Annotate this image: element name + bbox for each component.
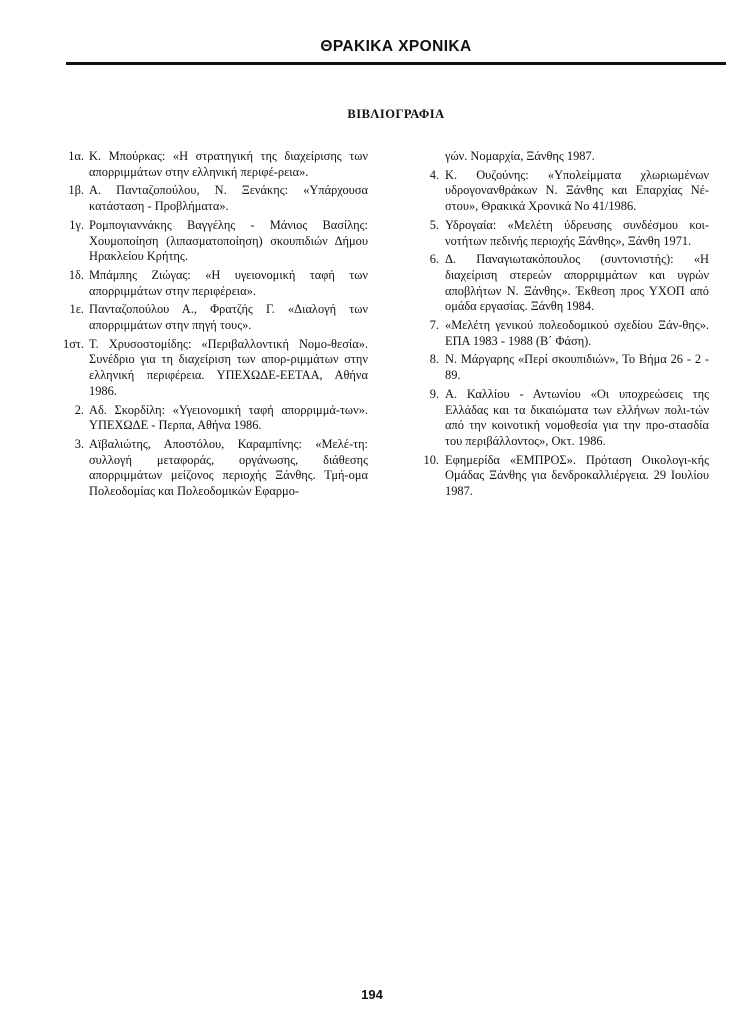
bibliography-left-column <box>52 149 368 503</box>
bibliography-entry <box>52 337 368 400</box>
bibliography-entry <box>52 268 368 299</box>
entry-number: 10. <box>423 452 439 467</box>
entry-number: 1β. <box>68 183 84 198</box>
bibliography-entry <box>405 168 709 215</box>
entry-number: 1γ. <box>69 217 84 232</box>
bibliography-entry <box>405 453 709 500</box>
bibliography-entry <box>405 318 709 349</box>
bibliography-entry <box>52 437 368 500</box>
bibliography-entry <box>405 387 709 450</box>
bibliography-entry <box>52 302 368 333</box>
entry-number: 1α. <box>68 149 84 163</box>
bibliography-right-column <box>405 149 709 503</box>
journal-title: ΘΡΑΚΙΚΑ ΧΡΟΝΙΚΑ <box>320 38 472 55</box>
entry-text: Α. Καλλίου - Αντωνίου «Οι υποχρεώσεις της Ελλάδας και τα δικαιώματα των ελλήνων πολι-τών από την κοινοτική νομοθεσία για την προ-στασδία του περιβάλλοντος», Οκτ. 1986. <box>445 386 709 448</box>
bibliography-entry <box>405 352 709 383</box>
entry-text: Υδρογαία: «Μελέτη ύδρευσης συνδέσμου κοι-νοτήτων πεδινής περιοχής Ξάνθης», Ξάνθη 1971. <box>445 217 709 248</box>
entry-text: «Μελέτη γενικού πολεοδομικού σχεδίου Ξάν-θης». ΕΠΑ 1983 - 1988 (Β΄ Φάση). <box>445 318 709 348</box>
bibliography-entry <box>52 403 368 434</box>
entry-number: 6. <box>429 252 439 267</box>
entry-text: Τ. Χρυσοστομίδης: «Περιβαλλοντική Νομο-θεσία». Συνέδριο για τη διαχείριση των απορ-ριμμάτων στην ελληνική περιφέρεια. ΥΠΕΧΩΔΕ-ΕΕΤΑΑ, Αθήνα 1986. <box>89 336 368 398</box>
entry-text: γών. Νομαρχία, Ξάνθης 1987. <box>445 149 595 163</box>
bibliography-entry <box>405 252 709 315</box>
bibliography-entry <box>52 149 368 180</box>
section-title: ΒΙΒΛΙΟΓΡΑΦΙΑ <box>347 107 445 121</box>
bibliography-entry <box>52 183 368 214</box>
bibliography-entry <box>52 218 368 265</box>
page-number: 194 <box>361 987 383 1002</box>
entry-number: 4. <box>429 167 439 182</box>
entry-text: Ρομπογιαννάκης Βαγγέλης - Μάνιος Βασίλης: Χουμοποίηση (λιπασματοποίηση) σκουπιδιών Δήμου Ηρακλείου Κρήτης. <box>89 217 368 264</box>
entry-text: Κ. Ουζούνης: «Υπολείμματα χλωριωμένων υδρογονανθράκων Ν. Ξάνθης και Επαρχίας Νέ-στου», Θρακικά Χρονικά Νο 41/1986. <box>445 167 709 214</box>
bibliography-entry <box>405 218 709 249</box>
entry-number: 8. <box>429 352 439 367</box>
entry-text: Αϊβαλιώτης, Αποστόλου, Καραμπίνης: «Μελέ-τη: συλλογή μεταφοράς, οργάνωσης, διάθεσης απορριμμάτων μείζονος περιοχής Ξάνθης. Τμή-ομα Πολεοδομίας και Πολεοδομικών Εφαρμο- <box>89 436 368 499</box>
entry-text: Εφημερίδα «ΕΜΠΡΟΣ». Πρόταση Οικολογι-κής Ομάδας Ξάνθης για δενδροκαλλιέργεια. 29 Ιουλίου 1987. <box>445 452 709 499</box>
entry-number: 7. <box>429 318 439 333</box>
entry-number: 3. <box>74 436 84 451</box>
entry-text: Ν. Μάργαρης «Περί σκουπιδιών», Το Βήμα 26 - 2 - 89. <box>445 352 709 383</box>
entry-number: 9. <box>429 386 439 401</box>
entry-text: Αδ. Σκορδίλη: «Υγειονομική ταφή απορριμμά-των». ΥΠΕΧΩΔΕ - Περπα, Αθήνα 1986. <box>89 402 368 433</box>
entry-text: Α. Πανταζοπούλου, Ν. Ξενάκης: «Υπάρχουσα κατάσταση - Προβλήματα». <box>89 183 368 214</box>
bibliography-entry-continuation <box>405 149 709 165</box>
entry-number: 1ε. <box>69 302 84 317</box>
entry-text: Κ. Μπούρκας: «Η στρατηγική της διαχείρισης των απορριμμάτων στην ελληνική περιφέ-ρεια». <box>89 149 368 179</box>
entry-number: 1δ. <box>68 267 84 282</box>
entry-number: 1στ. <box>63 336 84 351</box>
entry-text: Δ. Παναγιωτακόπουλος (συντονιστής): «Η διαχείριση στερεών απορριμμάτων και υγρών αποβλήτων Ν. Ξάνθης». Έκθεση προς ΥΧΟΠ από ομάδα εργασίας. Ξάνθη 1984. <box>445 252 709 314</box>
entry-text: Πανταζοπούλου Α., Φρατζής Γ. «Διαλογή των απορριμμάτων στην πηγή τους». <box>89 302 368 333</box>
entry-number: 5. <box>429 217 439 232</box>
entry-number: 2. <box>74 402 84 417</box>
entry-text: Μπάμπης Ζιώγας: «Η υγειονομική ταφή των απορριμμάτων στην περιφέρεια». <box>89 267 368 298</box>
header-rule <box>66 62 726 65</box>
